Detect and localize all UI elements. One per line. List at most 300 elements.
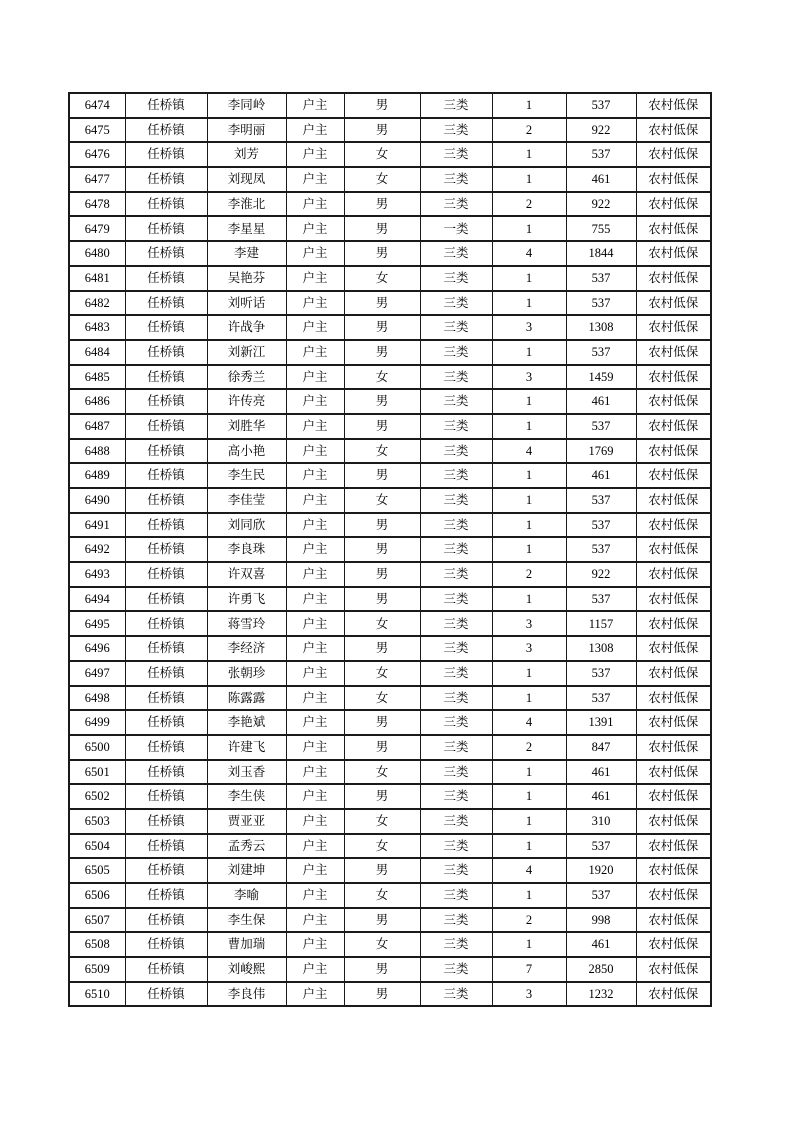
table-cell-category: 三类	[420, 661, 492, 686]
table-cell-category: 三类	[420, 365, 492, 390]
table-cell-gender: 女	[344, 809, 420, 834]
table-cell-category: 三类	[420, 315, 492, 340]
table-cell-relation_to_household: 户主	[286, 834, 344, 859]
table-cell-serial_number: 6494	[69, 587, 125, 612]
table-cell-name: 李生侠	[207, 784, 286, 809]
table-cell-relation_to_household: 户主	[286, 291, 344, 316]
table-cell-name: 李淮北	[207, 192, 286, 217]
table-cell-relation_to_household: 户主	[286, 537, 344, 562]
table-row	[69, 710, 711, 735]
table-cell-relation_to_household: 户主	[286, 513, 344, 538]
table-cell-serial_number: 6485	[69, 365, 125, 390]
table-row	[69, 389, 711, 414]
table-cell-amount: 461	[566, 760, 636, 785]
table-cell-amount: 998	[566, 908, 636, 933]
table-cell-gender: 男	[344, 192, 420, 217]
table-row	[69, 686, 711, 711]
table-cell-gender: 男	[344, 291, 420, 316]
table-cell-town: 任桥镇	[125, 611, 207, 636]
table-cell-gender: 女	[344, 439, 420, 464]
table-cell-amount: 537	[566, 834, 636, 859]
table-cell-gender: 男	[344, 784, 420, 809]
table-cell-name: 李艳斌	[207, 710, 286, 735]
table-cell-town: 任桥镇	[125, 932, 207, 957]
table-cell-household_count: 1	[492, 513, 566, 538]
table-cell-name: 刘玉香	[207, 760, 286, 785]
table-cell-serial_number: 6476	[69, 142, 125, 167]
table-cell-name: 李生民	[207, 463, 286, 488]
table-cell-category: 三类	[420, 858, 492, 883]
table-cell-gender: 男	[344, 858, 420, 883]
table-row	[69, 784, 711, 809]
table-cell-welfare_type: 农村低保	[636, 93, 711, 118]
table-cell-household_count: 1	[492, 784, 566, 809]
table-cell-welfare_type: 农村低保	[636, 710, 711, 735]
table-row	[69, 216, 711, 241]
table-cell-amount: 537	[566, 661, 636, 686]
table-cell-relation_to_household: 户主	[286, 142, 344, 167]
table-cell-welfare_type: 农村低保	[636, 587, 711, 612]
table-row	[69, 858, 711, 883]
table-cell-category: 三类	[420, 760, 492, 785]
table-cell-category: 三类	[420, 587, 492, 612]
table-cell-gender: 男	[344, 636, 420, 661]
table-row	[69, 340, 711, 365]
table-cell-relation_to_household: 户主	[286, 809, 344, 834]
table-cell-serial_number: 6491	[69, 513, 125, 538]
table-cell-household_count: 1	[492, 389, 566, 414]
table-row	[69, 192, 711, 217]
table-cell-category: 三类	[420, 784, 492, 809]
table-cell-category: 三类	[420, 389, 492, 414]
table-cell-welfare_type: 农村低保	[636, 340, 711, 365]
table-cell-name: 刘同欣	[207, 513, 286, 538]
table-cell-serial_number: 6508	[69, 932, 125, 957]
table-cell-town: 任桥镇	[125, 241, 207, 266]
table-cell-household_count: 2	[492, 562, 566, 587]
table-cell-category: 三类	[420, 142, 492, 167]
table-cell-serial_number: 6484	[69, 340, 125, 365]
table-cell-name: 许传亮	[207, 389, 286, 414]
table-cell-gender: 男	[344, 587, 420, 612]
table-cell-name: 许建飞	[207, 735, 286, 760]
table-cell-welfare_type: 农村低保	[636, 858, 711, 883]
table-cell-serial_number: 6488	[69, 439, 125, 464]
table-cell-category: 三类	[420, 932, 492, 957]
table-cell-household_count: 4	[492, 439, 566, 464]
table-cell-welfare_type: 农村低保	[636, 809, 711, 834]
table-cell-amount: 537	[566, 488, 636, 513]
table-cell-amount: 1308	[566, 636, 636, 661]
table-cell-relation_to_household: 户主	[286, 611, 344, 636]
table-cell-household_count: 1	[492, 167, 566, 192]
table-cell-name: 李明丽	[207, 118, 286, 143]
table-cell-name: 刘峻熙	[207, 957, 286, 982]
table-cell-welfare_type: 农村低保	[636, 389, 711, 414]
table-cell-household_count: 3	[492, 982, 566, 1007]
table-cell-category: 三类	[420, 414, 492, 439]
table-cell-amount: 922	[566, 562, 636, 587]
table-cell-gender: 男	[344, 710, 420, 735]
table-cell-gender: 男	[344, 735, 420, 760]
table-cell-town: 任桥镇	[125, 315, 207, 340]
table-cell-serial_number: 6492	[69, 537, 125, 562]
table-cell-relation_to_household: 户主	[286, 439, 344, 464]
table-row	[69, 908, 711, 933]
table-cell-town: 任桥镇	[125, 784, 207, 809]
table-cell-town: 任桥镇	[125, 266, 207, 291]
table-cell-amount: 537	[566, 686, 636, 711]
table-cell-relation_to_household: 户主	[286, 784, 344, 809]
table-row	[69, 760, 711, 785]
table-row	[69, 118, 711, 143]
table-body	[69, 93, 711, 1006]
table-cell-household_count: 1	[492, 93, 566, 118]
table-cell-serial_number: 6505	[69, 858, 125, 883]
table-cell-household_count: 3	[492, 611, 566, 636]
table-row	[69, 241, 711, 266]
table-row	[69, 834, 711, 859]
table-cell-serial_number: 6483	[69, 315, 125, 340]
table-cell-household_count: 3	[492, 365, 566, 390]
table-cell-amount: 461	[566, 167, 636, 192]
table-row	[69, 439, 711, 464]
table-cell-name: 李良伟	[207, 982, 286, 1007]
table-cell-amount: 2850	[566, 957, 636, 982]
table-cell-category: 三类	[420, 167, 492, 192]
table-cell-name: 刘胜华	[207, 414, 286, 439]
table-row	[69, 587, 711, 612]
table-cell-category: 三类	[420, 439, 492, 464]
table-cell-gender: 男	[344, 414, 420, 439]
table-cell-household_count: 2	[492, 118, 566, 143]
table-cell-gender: 女	[344, 266, 420, 291]
table-cell-relation_to_household: 户主	[286, 562, 344, 587]
table-cell-town: 任桥镇	[125, 340, 207, 365]
table-cell-name: 李良珠	[207, 537, 286, 562]
table-cell-town: 任桥镇	[125, 167, 207, 192]
table-cell-name: 吴艳芬	[207, 266, 286, 291]
table-cell-welfare_type: 农村低保	[636, 883, 711, 908]
table-row	[69, 488, 711, 513]
table-cell-relation_to_household: 户主	[286, 661, 344, 686]
table-cell-town: 任桥镇	[125, 488, 207, 513]
table-cell-name: 许勇飞	[207, 587, 286, 612]
table-cell-category: 三类	[420, 291, 492, 316]
table-cell-gender: 男	[344, 957, 420, 982]
table-cell-serial_number: 6507	[69, 908, 125, 933]
table-cell-category: 三类	[420, 710, 492, 735]
table-cell-gender: 男	[344, 982, 420, 1007]
table-cell-town: 任桥镇	[125, 562, 207, 587]
table-row	[69, 463, 711, 488]
table-cell-amount: 537	[566, 414, 636, 439]
table-cell-town: 任桥镇	[125, 661, 207, 686]
table-cell-town: 任桥镇	[125, 686, 207, 711]
table-cell-category: 三类	[420, 957, 492, 982]
table-cell-name: 徐秀兰	[207, 365, 286, 390]
table-cell-category: 三类	[420, 241, 492, 266]
table-cell-name: 刘新江	[207, 340, 286, 365]
table-cell-relation_to_household: 户主	[286, 93, 344, 118]
table-cell-town: 任桥镇	[125, 463, 207, 488]
table-cell-household_count: 1	[492, 809, 566, 834]
table-row	[69, 537, 711, 562]
table-cell-welfare_type: 农村低保	[636, 784, 711, 809]
table-row	[69, 291, 711, 316]
table-cell-welfare_type: 农村低保	[636, 957, 711, 982]
table-cell-welfare_type: 农村低保	[636, 414, 711, 439]
table-cell-amount: 922	[566, 118, 636, 143]
table-row	[69, 809, 711, 834]
table-cell-welfare_type: 农村低保	[636, 686, 711, 711]
table-cell-serial_number: 6504	[69, 834, 125, 859]
table-cell-amount: 461	[566, 932, 636, 957]
table-cell-amount: 1769	[566, 439, 636, 464]
table-cell-amount: 1459	[566, 365, 636, 390]
table-cell-town: 任桥镇	[125, 142, 207, 167]
table-cell-town: 任桥镇	[125, 760, 207, 785]
table-cell-amount: 537	[566, 883, 636, 908]
table-cell-welfare_type: 农村低保	[636, 142, 711, 167]
table-cell-town: 任桥镇	[125, 908, 207, 933]
table-cell-welfare_type: 农村低保	[636, 908, 711, 933]
table-cell-name: 李星星	[207, 216, 286, 241]
table-cell-household_count: 1	[492, 266, 566, 291]
table-cell-gender: 女	[344, 611, 420, 636]
table-cell-gender: 女	[344, 167, 420, 192]
table-cell-relation_to_household: 户主	[286, 587, 344, 612]
table-row	[69, 611, 711, 636]
table-cell-welfare_type: 农村低保	[636, 266, 711, 291]
table-cell-household_count: 1	[492, 291, 566, 316]
table-row	[69, 142, 711, 167]
table-cell-relation_to_household: 户主	[286, 118, 344, 143]
table-cell-serial_number: 6474	[69, 93, 125, 118]
table-cell-household_count: 1	[492, 883, 566, 908]
table-cell-town: 任桥镇	[125, 834, 207, 859]
table-cell-serial_number: 6479	[69, 216, 125, 241]
table-cell-town: 任桥镇	[125, 710, 207, 735]
table-cell-amount: 461	[566, 463, 636, 488]
table-cell-relation_to_household: 户主	[286, 216, 344, 241]
table-cell-serial_number: 6506	[69, 883, 125, 908]
table-cell-welfare_type: 农村低保	[636, 760, 711, 785]
table-cell-relation_to_household: 户主	[286, 908, 344, 933]
table-row	[69, 513, 711, 538]
table-cell-gender: 男	[344, 908, 420, 933]
table-cell-relation_to_household: 户主	[286, 365, 344, 390]
table-cell-name: 贾亚亚	[207, 809, 286, 834]
table-row	[69, 883, 711, 908]
table-cell-household_count: 1	[492, 932, 566, 957]
table-cell-amount: 537	[566, 142, 636, 167]
table-cell-town: 任桥镇	[125, 513, 207, 538]
table-cell-gender: 男	[344, 118, 420, 143]
table-cell-gender: 女	[344, 365, 420, 390]
table-cell-household_count: 4	[492, 858, 566, 883]
table-cell-welfare_type: 农村低保	[636, 439, 711, 464]
table-cell-welfare_type: 农村低保	[636, 735, 711, 760]
table-cell-amount: 537	[566, 93, 636, 118]
table-row	[69, 636, 711, 661]
table-cell-gender: 女	[344, 760, 420, 785]
table-cell-town: 任桥镇	[125, 192, 207, 217]
table-row	[69, 957, 711, 982]
table-cell-serial_number: 6493	[69, 562, 125, 587]
table-cell-household_count: 1	[492, 488, 566, 513]
table-cell-welfare_type: 农村低保	[636, 982, 711, 1007]
table-cell-gender: 男	[344, 537, 420, 562]
table-cell-relation_to_household: 户主	[286, 760, 344, 785]
table-cell-welfare_type: 农村低保	[636, 216, 711, 241]
table-cell-category: 三类	[420, 488, 492, 513]
table-cell-category: 三类	[420, 562, 492, 587]
table-cell-welfare_type: 农村低保	[636, 291, 711, 316]
table-cell-name: 李同岭	[207, 93, 286, 118]
table-cell-relation_to_household: 户主	[286, 957, 344, 982]
table-cell-gender: 男	[344, 93, 420, 118]
table-cell-household_count: 7	[492, 957, 566, 982]
table-cell-household_count: 1	[492, 760, 566, 785]
table-cell-gender: 男	[344, 216, 420, 241]
table-cell-welfare_type: 农村低保	[636, 241, 711, 266]
table-cell-gender: 男	[344, 389, 420, 414]
table-cell-name: 张朝珍	[207, 661, 286, 686]
table-cell-serial_number: 6497	[69, 661, 125, 686]
table-cell-amount: 537	[566, 340, 636, 365]
table-cell-category: 三类	[420, 266, 492, 291]
table-cell-relation_to_household: 户主	[286, 735, 344, 760]
table-cell-relation_to_household: 户主	[286, 636, 344, 661]
table-cell-welfare_type: 农村低保	[636, 537, 711, 562]
table-cell-category: 三类	[420, 636, 492, 661]
table-cell-household_count: 4	[492, 241, 566, 266]
table-row	[69, 266, 711, 291]
table-cell-serial_number: 6481	[69, 266, 125, 291]
table-cell-relation_to_household: 户主	[286, 932, 344, 957]
table-cell-town: 任桥镇	[125, 414, 207, 439]
table-cell-relation_to_household: 户主	[286, 167, 344, 192]
table-cell-town: 任桥镇	[125, 389, 207, 414]
table-cell-amount: 537	[566, 291, 636, 316]
table-cell-serial_number: 6503	[69, 809, 125, 834]
table-cell-relation_to_household: 户主	[286, 686, 344, 711]
table-cell-household_count: 1	[492, 414, 566, 439]
table-cell-amount: 537	[566, 587, 636, 612]
table-cell-name: 陈露露	[207, 686, 286, 711]
table-row	[69, 365, 711, 390]
table-cell-gender: 女	[344, 142, 420, 167]
table-cell-relation_to_household: 户主	[286, 883, 344, 908]
table-row	[69, 932, 711, 957]
table-cell-name: 刘建坤	[207, 858, 286, 883]
table-cell-gender: 男	[344, 340, 420, 365]
table-cell-amount: 755	[566, 216, 636, 241]
table-cell-household_count: 2	[492, 192, 566, 217]
table-cell-amount: 537	[566, 537, 636, 562]
table-cell-relation_to_household: 户主	[286, 982, 344, 1007]
table-cell-household_count: 2	[492, 735, 566, 760]
table-cell-category: 三类	[420, 834, 492, 859]
table-cell-serial_number: 6487	[69, 414, 125, 439]
table-cell-relation_to_household: 户主	[286, 241, 344, 266]
table-cell-serial_number: 6486	[69, 389, 125, 414]
table-cell-name: 刘听话	[207, 291, 286, 316]
table-cell-category: 三类	[420, 118, 492, 143]
table-cell-amount: 1391	[566, 710, 636, 735]
table-cell-serial_number: 6501	[69, 760, 125, 785]
table-cell-gender: 女	[344, 834, 420, 859]
welfare-register-table	[68, 92, 712, 1007]
table-cell-category: 三类	[420, 735, 492, 760]
table-cell-town: 任桥镇	[125, 809, 207, 834]
table-cell-relation_to_household: 户主	[286, 488, 344, 513]
table-cell-town: 任桥镇	[125, 216, 207, 241]
table-cell-name: 刘芳	[207, 142, 286, 167]
table-cell-welfare_type: 农村低保	[636, 192, 711, 217]
table-cell-name: 李生保	[207, 908, 286, 933]
table-cell-welfare_type: 农村低保	[636, 611, 711, 636]
table-row	[69, 982, 711, 1007]
table-cell-category: 三类	[420, 192, 492, 217]
table-cell-gender: 男	[344, 513, 420, 538]
table-cell-town: 任桥镇	[125, 957, 207, 982]
table-cell-category: 三类	[420, 340, 492, 365]
table-cell-relation_to_household: 户主	[286, 389, 344, 414]
table-cell-amount: 1308	[566, 315, 636, 340]
table-cell-gender: 女	[344, 488, 420, 513]
table-cell-welfare_type: 农村低保	[636, 636, 711, 661]
table-cell-name: 李建	[207, 241, 286, 266]
table-cell-serial_number: 6510	[69, 982, 125, 1007]
table-cell-name: 孟秀云	[207, 834, 286, 859]
table-cell-category: 三类	[420, 513, 492, 538]
table-cell-serial_number: 6498	[69, 686, 125, 711]
table-cell-category: 三类	[420, 611, 492, 636]
table-cell-town: 任桥镇	[125, 858, 207, 883]
table-cell-name: 李佳莹	[207, 488, 286, 513]
table-cell-gender: 女	[344, 883, 420, 908]
table-cell-amount: 461	[566, 784, 636, 809]
table-cell-category: 一类	[420, 216, 492, 241]
table-cell-town: 任桥镇	[125, 587, 207, 612]
table-cell-category: 三类	[420, 93, 492, 118]
table-cell-relation_to_household: 户主	[286, 266, 344, 291]
table-cell-welfare_type: 农村低保	[636, 932, 711, 957]
table-cell-amount: 1157	[566, 611, 636, 636]
table-row	[69, 661, 711, 686]
table-cell-name: 许战争	[207, 315, 286, 340]
table-cell-welfare_type: 农村低保	[636, 488, 711, 513]
table-cell-gender: 男	[344, 241, 420, 266]
table-cell-amount: 1844	[566, 241, 636, 266]
table-cell-relation_to_household: 户主	[286, 414, 344, 439]
table-cell-gender: 男	[344, 463, 420, 488]
table-cell-town: 任桥镇	[125, 883, 207, 908]
table-cell-town: 任桥镇	[125, 982, 207, 1007]
table-cell-category: 三类	[420, 982, 492, 1007]
table-cell-serial_number: 6499	[69, 710, 125, 735]
table-cell-town: 任桥镇	[125, 365, 207, 390]
table-cell-amount: 537	[566, 513, 636, 538]
table-row	[69, 315, 711, 340]
table-cell-category: 三类	[420, 686, 492, 711]
table-cell-household_count: 3	[492, 315, 566, 340]
table-cell-name: 李经济	[207, 636, 286, 661]
table-cell-welfare_type: 农村低保	[636, 562, 711, 587]
table-cell-serial_number: 6475	[69, 118, 125, 143]
